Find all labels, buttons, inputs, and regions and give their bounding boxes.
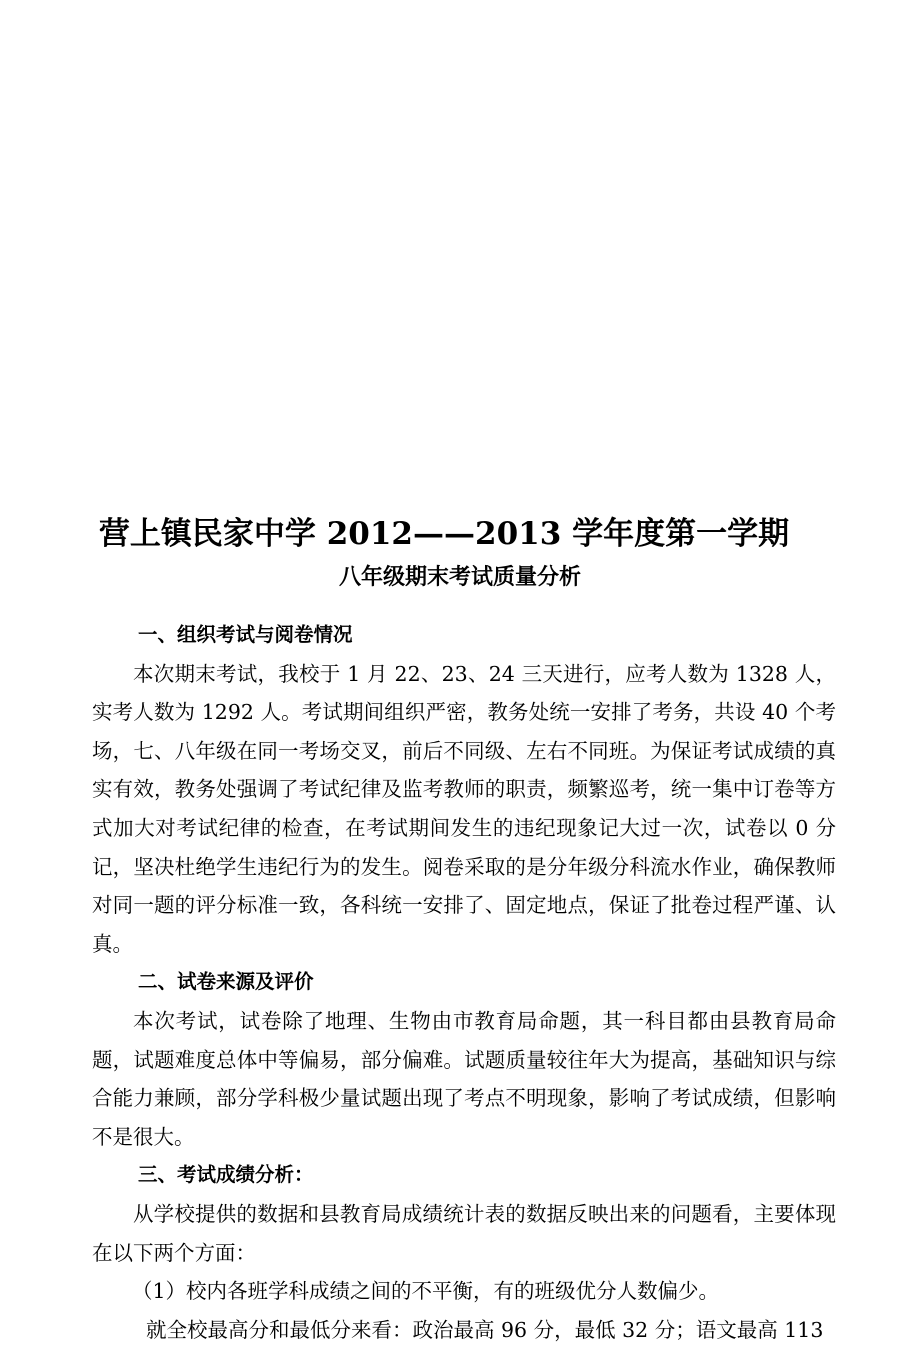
document-body — [92, 616, 836, 1349]
section-paragraph-score-analysis: 从学校提供的数据和县教育局成绩统计表的数据反映出来的问题看，主要体现在以下两个方面： — [92, 1201, 836, 1265]
section-heading-score-analysis: 三、考试成绩分析： — [138, 1163, 314, 1187]
document-subtitle: 八年级期末考试质量分析 — [338, 564, 581, 590]
section-paragraph-paper-source: 本次考试，试卷除了地理、生物由市教育局命题，其一科目都由县教育局命题，试题难度总体中等偏易，部分偏难。试题质量较往年大为提高，基础知识与综合能力兼顾，部分学科极少量试题出现了考点不明现象，影响了考试成绩，但影响不是很大。 — [92, 1008, 836, 1149]
section-paragraph-exam-organization: 本次期末考试，我校于 1 月 22、23、24 三天进行，应考人数为 1328 人，实考人数为 1292 人。考试期间组织严密，教务处统一安排了考务，共设 40 个考场，七、八年级在同一考场交叉，前后不同级、左右不同班。为保证考试成绩的真实有效，教务处强调了考试纪律及监考教师的职责，频繁巡考，统一集中订卷等方式加大对考试纪律的检查，在考试期间发生的违纪现象记大过一次，试卷以 0 分记，坚决杜绝学生违纪行为的发生。阅卷采取的是分年级分科流水作业，确保教师对同一题的评分标准一致，各科统一安排了、固定地点，保证了批卷过程严谨、认真。 — [92, 661, 836, 956]
score-analysis-continuation: 就全校最高分和最低分来看：政治最高 96 分，最低 32 分；语文最高 113 — [146, 1317, 824, 1342]
section-heading-exam-organization: 一、组织考试与阅卷情况 — [138, 623, 353, 646]
score-analysis-sub-item: （1）校内各班学科成绩之间的不平衡，有的班级优分人数偏少。 — [132, 1279, 720, 1304]
section-heading-paper-source: 二、试卷来源及评价 — [138, 970, 314, 994]
document-title: 营上镇民家中学 2012——2013 学年度第一学期 — [98, 516, 790, 552]
